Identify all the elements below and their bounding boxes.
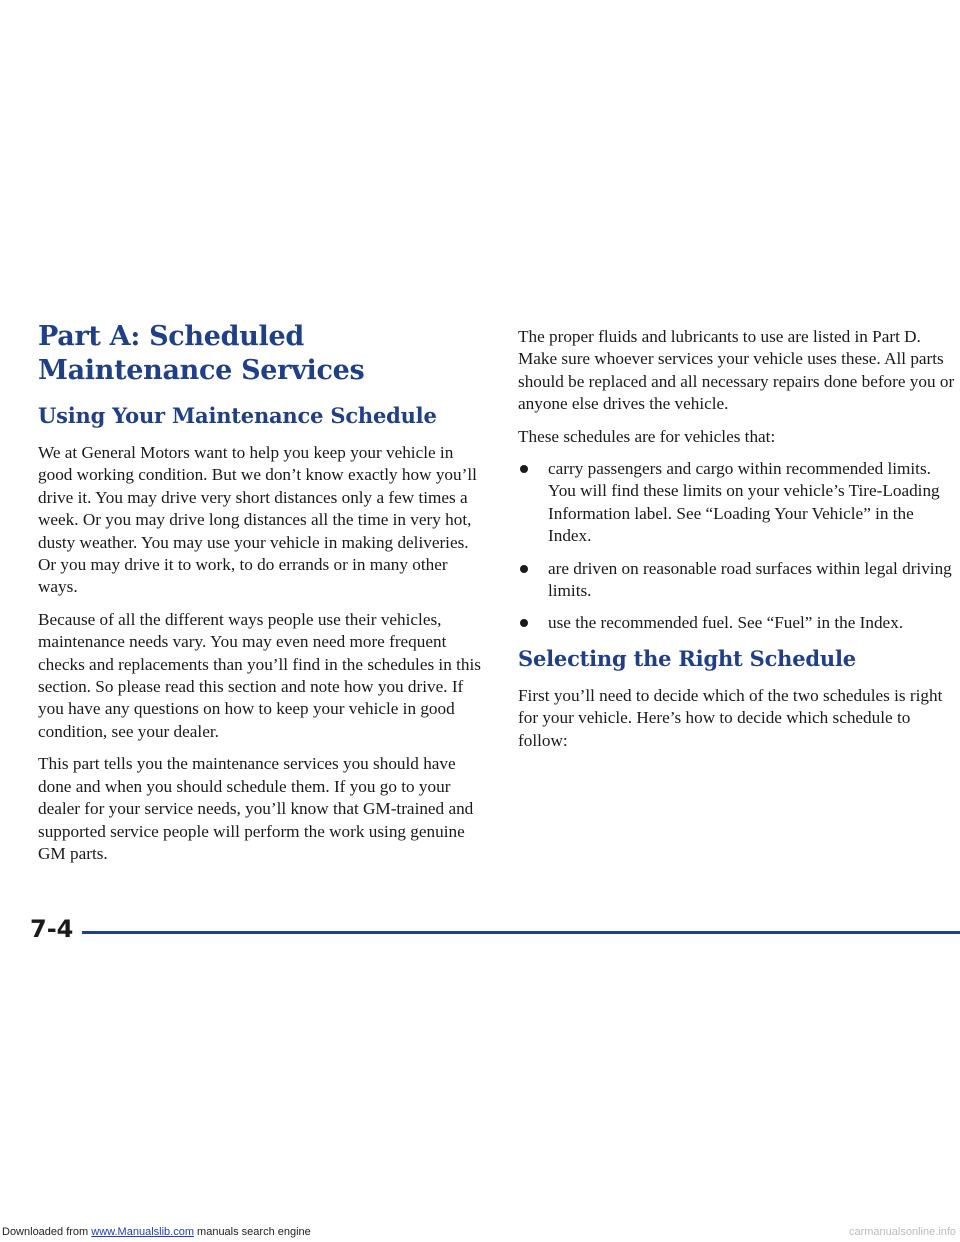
bullet-icon — [520, 465, 528, 473]
list-item — [518, 458, 960, 548]
paragraph: Because of all the different ways people use their vehicles, maintenance needs vary. You may even need more frequent checks and replacements than you’ll find in the schedules in this section. So please read this section and note how you drive. If you have any questions on how to keep your vehicle in good condition, see your dealer. — [38, 609, 481, 741]
page-number: 7-4 — [30, 915, 74, 943]
paragraph: These schedules are for vehicles that: — [518, 426, 776, 446]
section-heading: Part A: Scheduled Maintenance Services — [38, 321, 365, 386]
paragraph: This part tells you the maintenance services you should have done and when you should schedule them. If you go to your dealer for your service needs, you’ll know that GM-trained and supported service people will perform the work using genuine GM parts. — [38, 754, 474, 863]
subsection-heading: Selecting the Right Schedule — [518, 645, 856, 671]
footer-rule — [82, 931, 960, 934]
watermark: carmanualsonline.info — [848, 1226, 956, 1238]
paragraph: The proper fluids and lubricants to use are listed in Part D. Make sure whoever services your vehicle uses these. All parts should be replaced and all necessary repairs done before you or anyone else drives the vehicle. — [518, 327, 955, 414]
list-item-text: use the recommended fuel. See “Fuel” in the Index. — [548, 613, 904, 633]
list-item — [518, 558, 960, 603]
download-notice — [2, 1226, 311, 1238]
download-suffix: manuals search engine — [193, 1226, 311, 1238]
paragraph: We at General Motors want to help you keep your vehicle in good working condition. But we don’t know exactly how you’ll drive it. You may drive very short distances only a few times a week. Or you may drive long distances all the time in very hot, dusty weather. You may use your vehicle in making deliveries. Or you may drive it to work, to do errands or in many other ways. — [38, 443, 477, 597]
list-item — [518, 612, 960, 634]
left-column — [38, 320, 483, 875]
paragraph: First you’ll need to decide which of the two schedules is right for your vehicle. Here’s how to decide which schedule to follow: — [518, 685, 943, 750]
subsection-heading: Using Your Maintenance Schedule — [38, 403, 437, 428]
manualslib-link[interactable]: www.Manualslib.com — [91, 1226, 194, 1238]
list-item-text: carry passengers and cargo within recommended limits. You will find these limits on your vehicle’s Tire-Loading Information label. See “Loading Your Vehicle” in the Index. — [548, 459, 940, 546]
bullet-list — [518, 458, 960, 635]
right-column — [518, 326, 960, 762]
bullet-icon — [520, 619, 528, 627]
bullet-icon — [520, 565, 528, 573]
download-prefix: Downloaded from — [2, 1226, 92, 1238]
list-item-text: are driven on reasonable road surfaces within legal driving limits. — [548, 558, 952, 601]
